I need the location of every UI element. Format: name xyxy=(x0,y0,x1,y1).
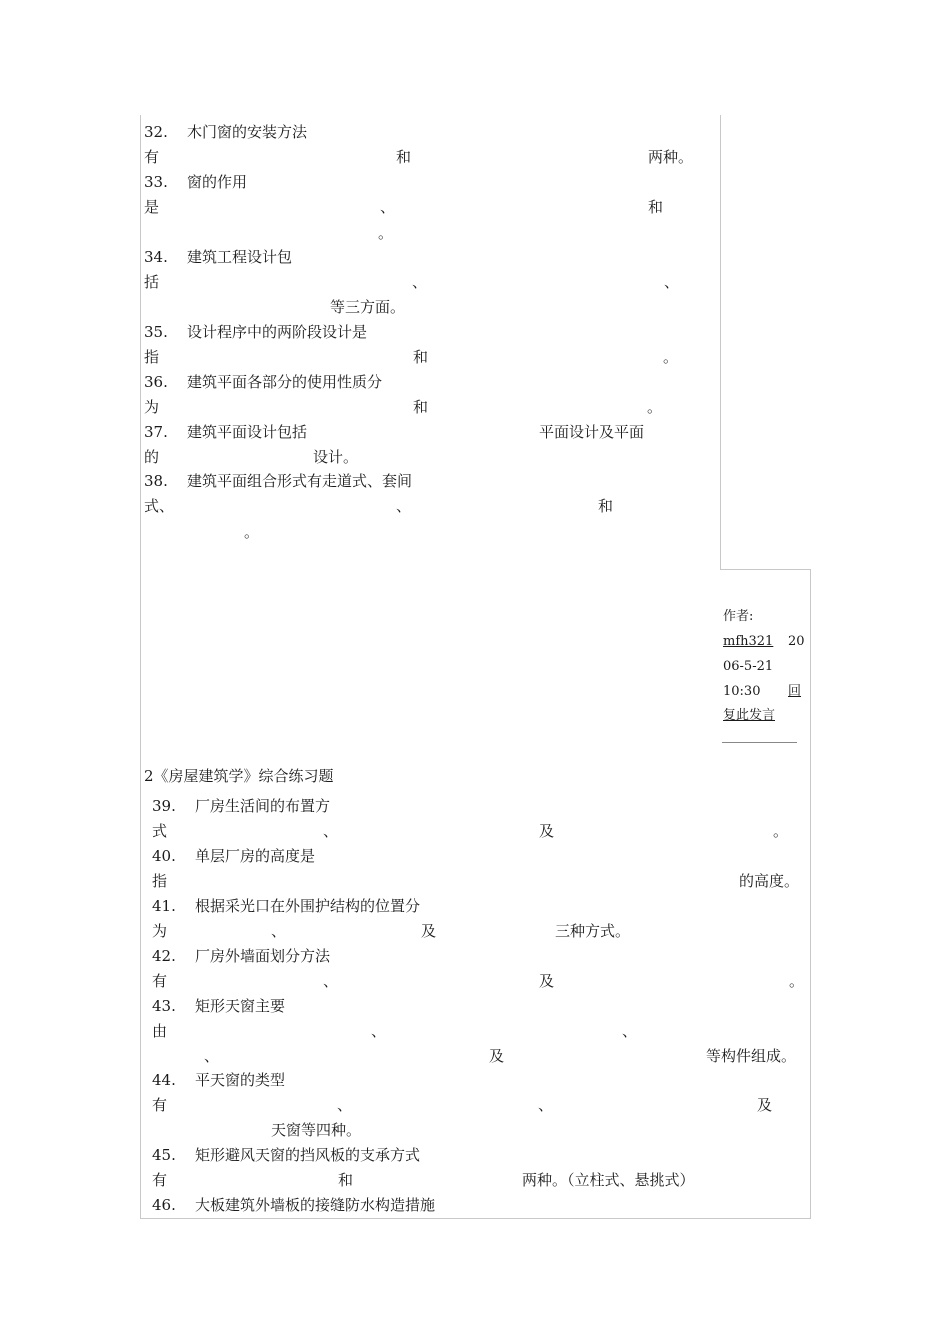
q42-num: 42. xyxy=(152,947,176,965)
right-border xyxy=(810,569,811,1219)
post-date-part2: 06-5-21 xyxy=(723,659,774,674)
q34-text: 建筑工程设计包 xyxy=(187,248,293,266)
author-link[interactable]: mfh321 xyxy=(723,634,774,649)
q42-line2-d: 。 xyxy=(789,972,805,990)
q37-num: 37. xyxy=(144,423,168,441)
q36-text: 建筑平面各部分的使用性质分 xyxy=(187,373,383,391)
q33-text: 窗的作用 xyxy=(187,173,248,191)
left-border xyxy=(140,115,141,1219)
q32-line2-a: 有 xyxy=(144,148,160,166)
q33-line2-c: 和 xyxy=(648,198,664,216)
q38-line2-c: 和 xyxy=(598,497,614,515)
q38-line3: 。 xyxy=(244,523,260,541)
q32-text: 木门窗的安装方法 xyxy=(187,123,308,141)
q40-num: 40. xyxy=(152,847,176,865)
q42-line2-c: 及 xyxy=(539,972,555,990)
q35-num: 35. xyxy=(144,323,168,341)
q42-text: 厂房外墙面划分方法 xyxy=(195,947,331,965)
q36-line2-b: 和 xyxy=(413,398,429,416)
post-time: 10:30 xyxy=(723,684,761,699)
q41-num: 41. xyxy=(152,897,176,915)
q35-text: 设计程序中的两阶段设计是 xyxy=(187,323,368,341)
q44-line2-d: 及 xyxy=(757,1096,773,1114)
q42-line2-a: 有 xyxy=(152,972,168,990)
q36-line2-a: 为 xyxy=(144,398,160,416)
q33-num: 33. xyxy=(144,173,168,191)
q34-num: 34. xyxy=(144,248,168,266)
q40-text: 单层厂房的高度是 xyxy=(195,847,316,865)
q39-text: 厂房生活间的布置方 xyxy=(195,797,331,815)
q43-line3-b: 及 xyxy=(489,1047,505,1065)
q33-line2-b: 、 xyxy=(380,198,396,216)
q43-line2-a: 由 xyxy=(152,1022,168,1040)
q46-text: 大板建筑外墙板的接缝防水构造措施 xyxy=(195,1196,436,1214)
q45-line2-a: 有 xyxy=(152,1171,168,1189)
q32-num: 32. xyxy=(144,123,168,141)
q37-text2: 平面设计及平面 xyxy=(539,423,645,441)
author-label: 作者: xyxy=(723,609,754,624)
q35-line2-b: 和 xyxy=(413,348,429,366)
q33-line3: 。 xyxy=(378,224,394,242)
q38-line2-b: 、 xyxy=(396,497,412,515)
q41-line2-a: 为 xyxy=(152,922,168,940)
q44-line3: 天窗等四种。 xyxy=(271,1121,362,1139)
q32-line2-c: 两种。 xyxy=(648,148,694,166)
q33-line2-a: 是 xyxy=(144,198,160,216)
reply-link-part1[interactable]: 回 xyxy=(788,684,802,699)
q34-line2-c: 、 xyxy=(664,273,680,291)
q34-line3: 等三方面。 xyxy=(330,298,406,316)
q32-line2-b: 和 xyxy=(396,148,412,166)
q36-line2-c: 。 xyxy=(647,398,663,416)
q37-line2-b: 设计。 xyxy=(313,448,359,466)
q38-text: 建筑平面组合形式有走道式、套间 xyxy=(187,472,413,490)
q39-num: 39. xyxy=(152,797,176,815)
q43-line3-c: 等构件组成。 xyxy=(706,1047,797,1065)
column-divider xyxy=(720,115,721,570)
q43-line2-c: 、 xyxy=(622,1022,638,1040)
q38-line2-a: 式、 xyxy=(144,497,175,515)
q39-line2-a: 式 xyxy=(152,822,168,840)
reply-link-part2[interactable]: 复此发言 xyxy=(723,708,776,723)
q46-num: 46. xyxy=(152,1196,176,1214)
q44-text: 平天窗的类型 xyxy=(195,1071,286,1089)
post-date-part1: 20 xyxy=(788,634,805,649)
q35-line2-a: 指 xyxy=(144,348,160,366)
q39-line2-d: 。 xyxy=(773,822,789,840)
q43-num: 43. xyxy=(152,997,176,1015)
q43-text: 矩形天窗主要 xyxy=(195,997,286,1015)
q45-line2-b: 和 xyxy=(338,1171,354,1189)
q39-line2-b: 、 xyxy=(323,822,339,840)
q34-line2-b: 、 xyxy=(412,273,428,291)
q45-text: 矩形避风天窗的挡风板的支承方式 xyxy=(195,1146,421,1164)
q36-num: 36. xyxy=(144,373,168,391)
q39-line2-c: 及 xyxy=(539,822,555,840)
q41-line2-b: 、 xyxy=(271,922,287,940)
q41-line2-c: 及 xyxy=(421,922,437,940)
q45-line2-c: 两种。（立柱式、悬挑式） xyxy=(522,1171,695,1189)
sidebar-separator xyxy=(722,742,797,743)
q45-num: 45. xyxy=(152,1146,176,1164)
q34-line2-a: 括 xyxy=(144,273,160,291)
sidebar-top-border xyxy=(720,569,811,570)
section-heading: 2《房屋建筑学》综合练习题 xyxy=(144,767,334,785)
q37-line2-a: 的 xyxy=(144,448,160,466)
bottom-border xyxy=(140,1218,811,1219)
q44-line2-b: 、 xyxy=(337,1096,353,1114)
q43-line2-b: 、 xyxy=(371,1022,387,1040)
q38-num: 38. xyxy=(144,472,168,490)
q37-text: 建筑平面设计包括 xyxy=(187,423,308,441)
q44-line2-a: 有 xyxy=(152,1096,168,1114)
q44-num: 44. xyxy=(152,1071,176,1089)
q42-line2-b: 、 xyxy=(323,972,339,990)
q44-line2-c: 、 xyxy=(538,1096,554,1114)
q43-line3-a: 、 xyxy=(204,1047,220,1065)
q41-line2-d: 三种方式。 xyxy=(555,922,631,940)
q41-text: 根据采光口在外围护结构的位置分 xyxy=(195,897,421,915)
q40-line2-b: 的高度。 xyxy=(739,872,800,890)
q40-line2-a: 指 xyxy=(152,872,168,890)
q35-line2-c: 。 xyxy=(663,348,679,366)
